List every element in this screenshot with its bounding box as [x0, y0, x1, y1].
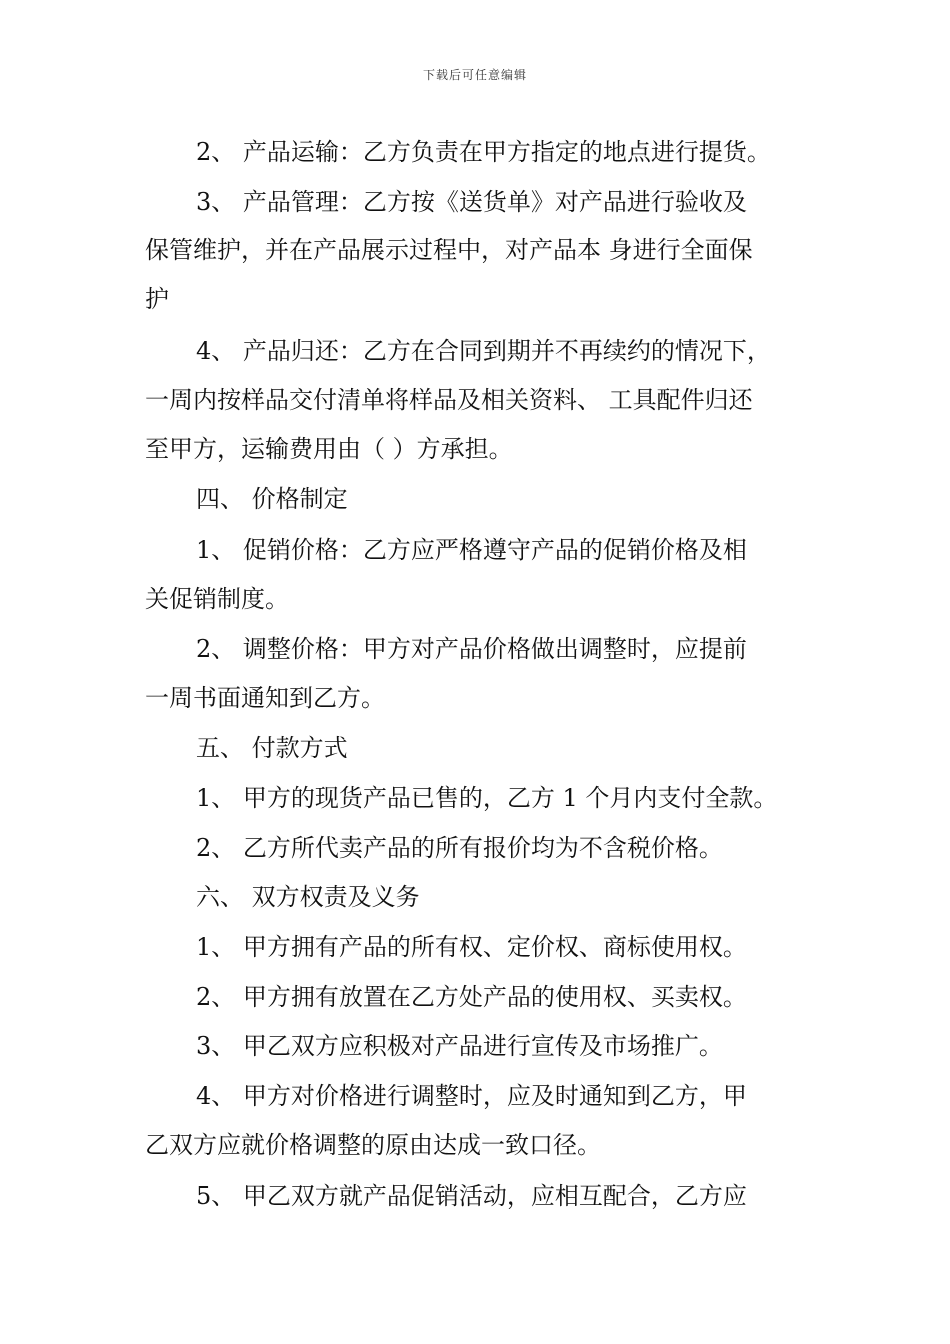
- paragraph-line: 乙双方应就价格调整的原由达成一致口径。: [145, 1131, 601, 1159]
- paragraph-line: 关促销制度。: [145, 585, 289, 613]
- paragraph-line: 一周内按样品交付清单将样品及相关资料、 工具配件归还: [145, 386, 753, 414]
- paragraph-line: 4、 产品归还：乙方在合同到期并不再续约的情况下，: [196, 337, 771, 365]
- paragraph-line: 2、 乙方所代卖产品的所有报价均为不含税价格。: [196, 834, 723, 862]
- paragraph-line: 1、 促销价格：乙方应严格遵守产品的促销价格及相: [196, 536, 747, 564]
- section-heading: 五、 付款方式: [196, 734, 348, 762]
- paragraph-line: 至甲方，运输费用由（ ）方承担。: [145, 435, 513, 463]
- section-heading: 六、 双方权责及义务: [196, 883, 420, 911]
- paragraph-line: 3、 甲乙双方应积极对产品进行宣传及市场推广。: [196, 1032, 723, 1060]
- paragraph-line: 保管维护，并在产品展示过程中，对产品本 身进行全面保: [145, 236, 753, 264]
- paragraph-line: 2、 调整价格：甲方对产品价格做出调整时，应提前: [196, 635, 747, 663]
- section-heading: 四、 价格制定: [196, 485, 348, 513]
- page-header: 下载后可任意编辑: [422, 68, 527, 82]
- paragraph-line: 一周书面通知到乙方。: [145, 684, 385, 712]
- paragraph-line: 2、 产品运输：乙方负责在甲方指定的地点进行提货。: [196, 138, 771, 166]
- paragraph-line: 3、 产品管理：乙方按《送货单》对产品进行验收及: [196, 188, 747, 216]
- paragraph-line: 护: [145, 285, 169, 313]
- paragraph-line: 1、 甲方的现货产品已售的，乙方 1 个月内支付全款。: [196, 784, 778, 812]
- paragraph-line: 1、 甲方拥有产品的所有权、定价权、商标使用权。: [196, 933, 747, 961]
- paragraph-line: 2、 甲方拥有放置在乙方处产品的使用权、买卖权。: [196, 983, 747, 1011]
- paragraph-line: 5、 甲乙双方就产品促销活动，应相互配合，乙方应: [196, 1182, 747, 1210]
- paragraph-line: 4、 甲方对价格进行调整时，应及时通知到乙方，甲: [196, 1082, 747, 1110]
